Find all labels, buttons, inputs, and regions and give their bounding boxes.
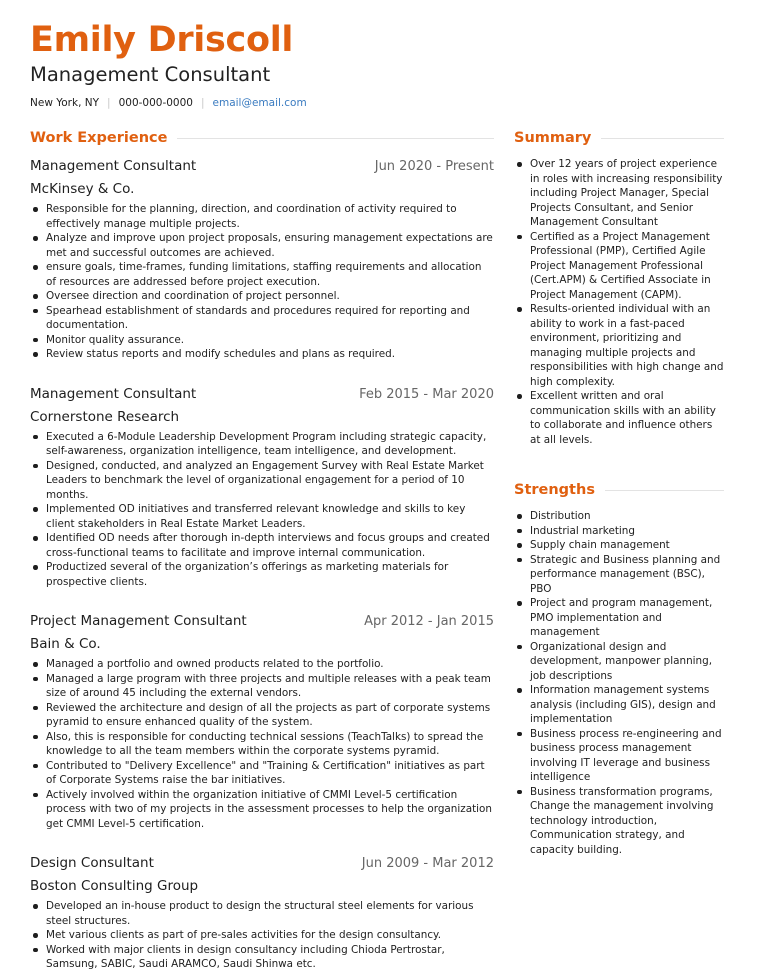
bullet-item: Organizational design and development, manpower planning, job descriptions xyxy=(514,640,724,684)
bullet-item: ensure goals, time-frames, funding limitations, staffing requirements and allocation of resources are addressed before project execution. xyxy=(30,260,494,289)
bullet-item: Managed a large program with three projects and multiple releases with a peak team size of around 45 including the external vendors. xyxy=(30,672,494,701)
bullet-item: Productized several of the organization’s offerings as marketing materials for prospective clients. xyxy=(30,560,494,589)
bullet-item: Over 12 years of project experience in roles with increasing responsibility including Project Manager, Special Projects Consultant, and Senior Management Consultant xyxy=(514,157,724,230)
job-bullets xyxy=(30,430,494,590)
bullet-item: Implemented OD initiatives and transferred relevant knowledge and skills to key client stakeholders in Real Estate Market Leaders. xyxy=(30,502,494,531)
section-title: Work Experience xyxy=(30,130,168,146)
bullet-item: Met various clients as part of pre-sales activities for the design consultancy. xyxy=(30,928,494,943)
job-title: Project Management Consultant xyxy=(30,613,247,629)
job-bullets xyxy=(30,657,494,831)
bullet-item: Distribution xyxy=(514,509,724,524)
sidebar-column xyxy=(514,128,724,857)
section-title: Strengths xyxy=(514,482,595,498)
bullet-item: Business transformation programs, Change the management involving technology introduction, Communication strategy, and capacity building. xyxy=(514,785,724,858)
bullet-item: Review status reports and modify schedules and plans as required. xyxy=(30,347,494,362)
phone: 000-000-0000 xyxy=(118,97,193,109)
work-experience-section xyxy=(30,128,494,970)
bullet-item: Identified OD needs after thorough in-depth interviews and focus groups and created cross-functional teams to facilitate and improve internal communication. xyxy=(30,531,494,560)
contact-line xyxy=(30,96,730,110)
company-name: Boston Consulting Group xyxy=(30,878,199,894)
bullet-item: Oversee direction and coordination of project personnel. xyxy=(30,289,494,304)
bullet-item: Results-oriented individual with an ability to work in a fast-paced environment, prioritizing and managing multiple projects and responsibilities with high change and high complexity. xyxy=(514,302,724,389)
strengths-section xyxy=(514,480,724,857)
job-title: Management Consultant xyxy=(30,385,197,402)
bullet-item: Managed a portfolio and owned products related to the portfolio. xyxy=(30,657,494,672)
bullet-item: Worked with major clients in design consultancy including Chioda Pertrostar, Samsung, SABIC, Saudi ARAMCO, Saudi Shinwa etc. xyxy=(30,943,494,970)
candidate-name: Emily Driscoll xyxy=(30,20,294,60)
bullet-item: Strategic and Business planning and performance management (BSC), PBO xyxy=(514,553,724,597)
bullet-item: Contributed to "Delivery Excellence" and "Training & Certification" initiatives as part of Corporate Systems raise the bar initiatives. xyxy=(30,759,494,788)
company-name: Cornerstone Research xyxy=(30,408,180,425)
strengths-bullets xyxy=(514,509,724,857)
bullet-item: Monitor quality assurance. xyxy=(30,333,494,348)
bullet-item: Analyze and improve upon project proposals, ensuring management expectations are met and successful outcomes are achieved. xyxy=(30,231,494,260)
section-header xyxy=(514,480,724,500)
bullet-item: Information management systems analysis (including GIS), design and implementation xyxy=(514,683,724,727)
job-dates: Jun 2020 - Present xyxy=(374,159,494,174)
contact-divider: | xyxy=(107,97,111,109)
job-entry xyxy=(30,853,494,970)
job-dates: Jun 2009 - Mar 2012 xyxy=(361,856,494,871)
job-bullets xyxy=(30,202,494,362)
bullet-item: Responsible for the planning, direction, and coordination of activity required to effectively manage multiple projects. xyxy=(30,202,494,231)
job-title: Design Consultant xyxy=(30,855,154,871)
bullet-item: Industrial marketing xyxy=(514,524,724,539)
section-header xyxy=(514,128,724,148)
email-link[interactable]: email@email.com xyxy=(212,97,307,109)
bullet-item: Business process re-engineering and business process management involving IT leverage and business intelligence xyxy=(514,727,724,785)
job-bullets xyxy=(30,899,494,970)
location: New York, NY xyxy=(30,97,100,109)
bullet-item: Certified as a Project Management Professional (PMP), Certified Agile Project Management Professional (Cert.APM) & Certified Associate in Project Management (CAPM). xyxy=(514,230,724,303)
candidate-title: Management Consultant xyxy=(30,63,271,86)
job-title: Management Consultant xyxy=(30,158,197,174)
resume-header xyxy=(30,20,730,110)
job-dates: Apr 2012 - Jan 2015 xyxy=(364,614,494,629)
section-header xyxy=(30,128,494,148)
bullet-item: Developed an in-house product to design the structural steel elements for various steel structures. xyxy=(30,899,494,928)
bullet-item: Supply chain management xyxy=(514,538,724,553)
bullet-item: Excellent written and oral communication skills with an ability to collaborate and influence others at all levels. xyxy=(514,389,724,447)
bullet-item: Actively involved within the organization initiative of CMMI Level-5 certification process with two of my projects in the assessment processes to help the organization get CMMI Level-5 certification. xyxy=(30,788,494,832)
contact-divider: | xyxy=(200,97,205,109)
bullet-item: Designed, conducted, and analyzed an Engagement Survey with Real Estate Market Leaders to benchmark the level of organizational engagement for a period of 10 months. xyxy=(30,459,494,503)
summary-section xyxy=(514,128,724,447)
bullet-item: Executed a 6-Module Leadership Development Program including strategic capacity, self-awareness, organization intelligence, team intelligence, and development. xyxy=(30,430,494,459)
bullet-item: Reviewed the architecture and design of all the projects as part of corporate systems pyramid to ensure enhanced quality of the system. xyxy=(30,701,494,730)
section-title: Summary xyxy=(514,130,592,146)
summary-bullets xyxy=(514,157,724,447)
bullet-item: Project and program management, PMO implementation and management xyxy=(514,596,724,640)
section-divider xyxy=(605,490,724,491)
job-entry xyxy=(30,384,494,590)
company-name: McKinsey & Co. xyxy=(30,181,135,197)
company-name: Bain & Co. xyxy=(30,636,101,652)
job-entry xyxy=(30,611,494,831)
bullet-item: Also, this is responsible for conducting technical sessions (TeachTalks) to spread the knowledge to all the team members within the corporate systems pyramid. xyxy=(30,730,494,759)
bullet-item: Spearhead establishment of standards and procedures required for reporting and documentation. xyxy=(30,304,494,333)
job-dates: Feb 2015 - Mar 2020 xyxy=(359,386,494,402)
section-divider xyxy=(601,138,724,139)
section-divider xyxy=(177,138,494,139)
job-entry xyxy=(30,156,494,362)
